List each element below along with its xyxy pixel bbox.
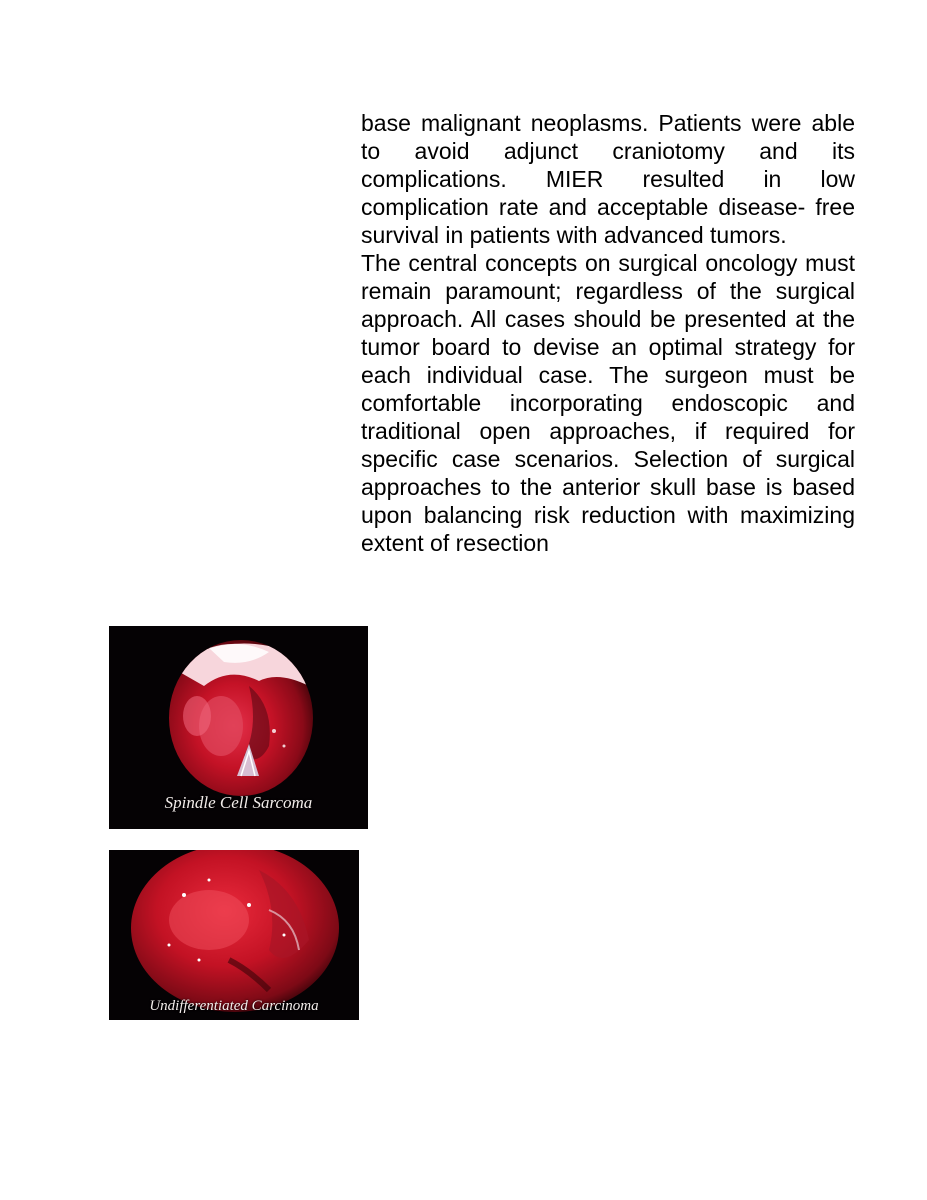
figure-caption: Undifferentiated Carcinoma bbox=[149, 998, 319, 1014]
endoscopic-image-undifferentiated-carcinoma bbox=[109, 850, 359, 1020]
endoscopic-view bbox=[109, 850, 359, 1020]
figure-caption: Spindle Cell Sarcoma bbox=[164, 793, 313, 812]
body-text bbox=[361, 109, 855, 557]
endoscopic-image-spindle-cell-sarcoma bbox=[109, 626, 368, 829]
paragraph: The central concepts on surgical oncology must remain paramount; regardless of the surgical approach. All cases should be presented at the tumor board to devise an optimal strategy for each individual case. The surgeon must be comfortable incorporating endoscopic and traditional open approaches, if required for specific case scenarios. Selection of surgical approaches to the anterior skull base is based upon balancing risk reduction with maximizing extent of resection bbox=[361, 250, 855, 556]
paragraph: base malignant neoplasms. Patients were able to avoid adjunct craniotomy and its complications. MIER resulted in low complication rate and acceptable disease- free survival in patients with advanced tumors. bbox=[361, 110, 855, 248]
